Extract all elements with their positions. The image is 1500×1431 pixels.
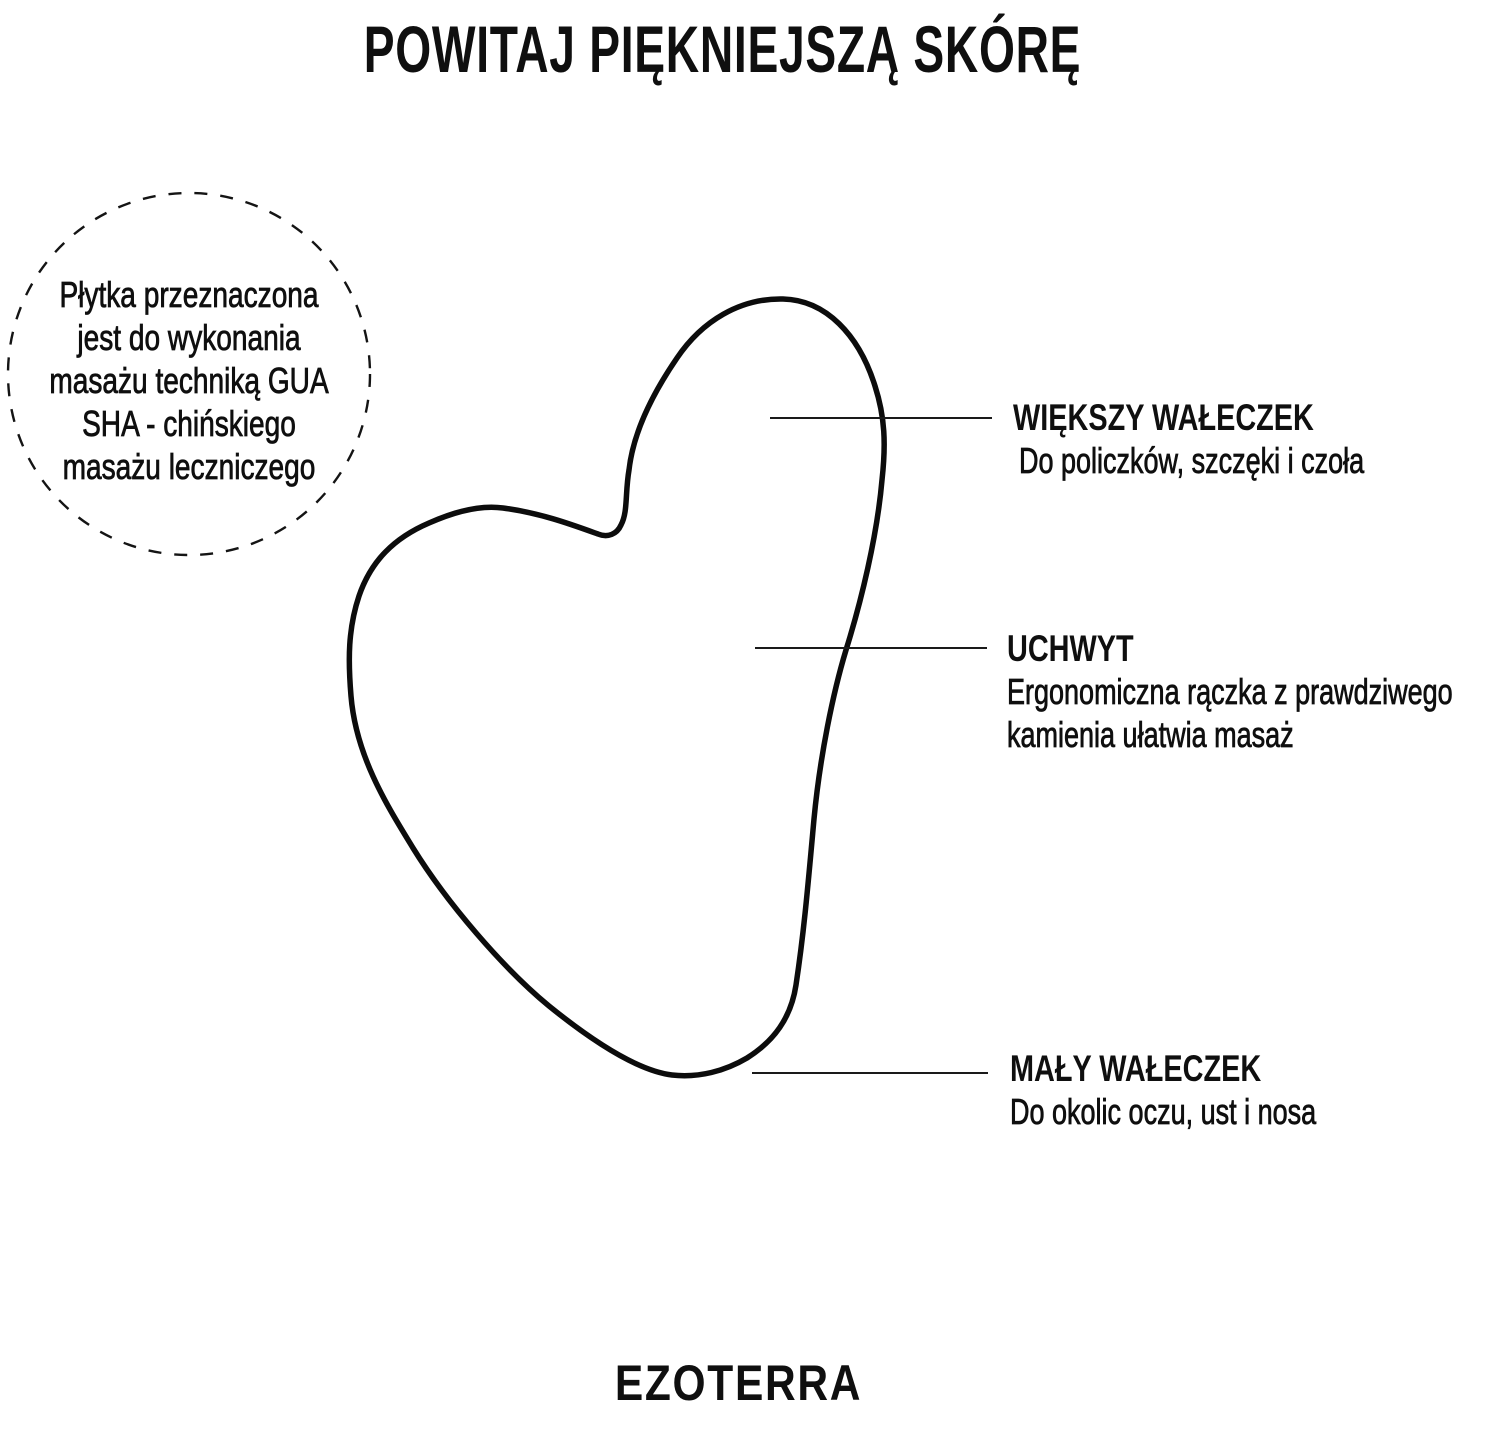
callout-small-roller xyxy=(1010,1047,1418,1133)
callout-description-text: Do okolic oczu, ust i nosa xyxy=(1010,1091,1317,1132)
callout-description-text: kamienia ułatwia masaż xyxy=(1007,714,1294,755)
info-bubble-line: Płytka przeznaczona xyxy=(59,274,319,315)
info-bubble-text xyxy=(49,273,330,488)
brand-logo xyxy=(0,1356,1476,1410)
callout-title xyxy=(1010,1047,1418,1090)
gua-sha-plate-outline xyxy=(349,299,884,1076)
info-bubble-line: jest do wykonania xyxy=(77,317,301,358)
callout-bigger-roller xyxy=(1013,396,1479,482)
callout-title-text: MAŁY WAŁECZEK xyxy=(1010,1048,1262,1089)
info-bubble-line: SHA - chińskiego xyxy=(82,403,296,444)
callout-handle xyxy=(1007,627,1500,756)
callout-description xyxy=(1013,439,1479,482)
page-title xyxy=(0,14,1445,84)
brand-logo-text: EZOTERRA xyxy=(614,1355,862,1411)
callout-description xyxy=(1010,1090,1418,1133)
callout-description-text: Ergonomiczna rączka z prawdziwego xyxy=(1007,671,1453,712)
callout-description-text: Do policzków, szczęki i czoła xyxy=(1019,440,1365,481)
page-title-text: POWITAJ PIĘKNIEJSZĄ SKÓRĘ xyxy=(363,12,1082,86)
info-bubble-line: masażu techniką GUA xyxy=(49,360,329,401)
callout-title-text: WIĘKSZY WAŁECZEK xyxy=(1013,397,1314,438)
callout-title xyxy=(1013,396,1479,439)
callout-title-text: UCHWYT xyxy=(1007,628,1134,669)
info-bubble-line: masażu leczniczego xyxy=(62,446,316,487)
callout-title xyxy=(1007,627,1500,670)
callout-description xyxy=(1007,670,1500,713)
callout-description xyxy=(1007,713,1500,756)
